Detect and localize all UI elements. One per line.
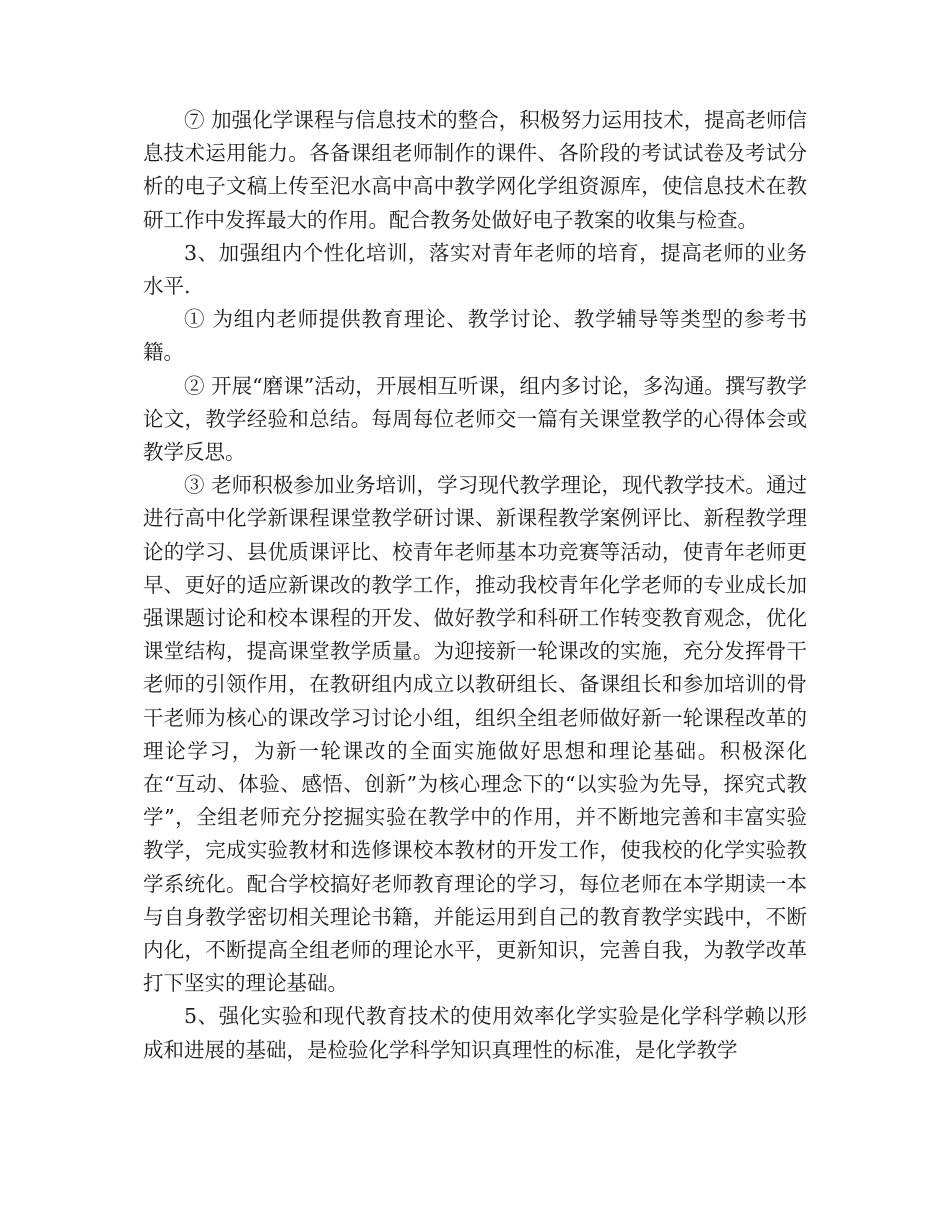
paragraph-professional-training: ③ 老师积极参加业务培训，学习现代教学理论，现代教学技术。通过进行高中化学新课程课堂教学研讨课、新课程教学案例评比、新程教学理论的学习、县优质课评比、校青年老师基本功竞赛等活动，使青年老师更早、更好的适应新课改的教学工作，推动我校青年化学老师的专业成长加强课题讨论和校本课程的开发、做好教学和科研工作转变教育观念，优化课堂结构，提高课堂教学质量。为迎接新一轮课改的实施，充分发挥骨干老师的引领作用，在教研组内成立以教研组长、备课组长和参加培训的骨干老师为核心的课改学习讨论小组，组织全组老师做好新一轮课程改革的理论学习，为新一轮课改的全面实施做好思想和理论基础。积极深化在“互动、体验、感悟、创新”为核心理念下的“以实验为先导，探究式教学”，全组老师充分挖掘实验在教学中的作用，并不断地完善和丰富实验教学，完成实验教材和选修课校本教材的开发工作，使我校的化学实验教学系统化。配合学校搞好老师教育理论的学习，每位老师在本学期读一本与自身教学密切相关理论书籍，并能运用到自己的教育教学实践中，不断内化，不断提高全组老师的理论水平，更新知识，完善自我，为教学改革打下坚实的理论基础。 [143,473,807,996]
paragraph-polish-lessons: ② 开展“磨课”活动，开展相互听课，组内多讨论，多沟通。撰写教学论文，教学经验和总结。每周每位老师交一篇有关课堂教学的心得体会或教学反思。 [143,373,807,465]
paragraph-reference-books: ① 为组内老师提供教育理论、教学讨论、教学辅导等类型的参考书籍。 [143,307,807,365]
paragraph-training-heading: 3、加强组内个性化培训，落实对青年老师的培育，提高老师的业务水平. [143,240,807,299]
document-body [143,104,807,1067]
paragraph-experiment-heading: 5、强化实验和现代教育技术的使用效率化学实验是化学科学赖以形成和进展的基础，是检验化学科学知识真理性的标准，是化学教学 [143,1004,807,1062]
paragraph-info-tech: ⑦ 加强化学课程与信息技术的整合，积极努力运用技术，提高老师信息技术运用能力。各备课组老师制作的课件、各阶段的考试试卷及考试分析的电子文稿上传至汜水高中高中教学网化学组资源库，使信息技术在教研工作中发挥最大的作用。配合教务处做好电子教案的收集与检查。 [143,108,807,232]
